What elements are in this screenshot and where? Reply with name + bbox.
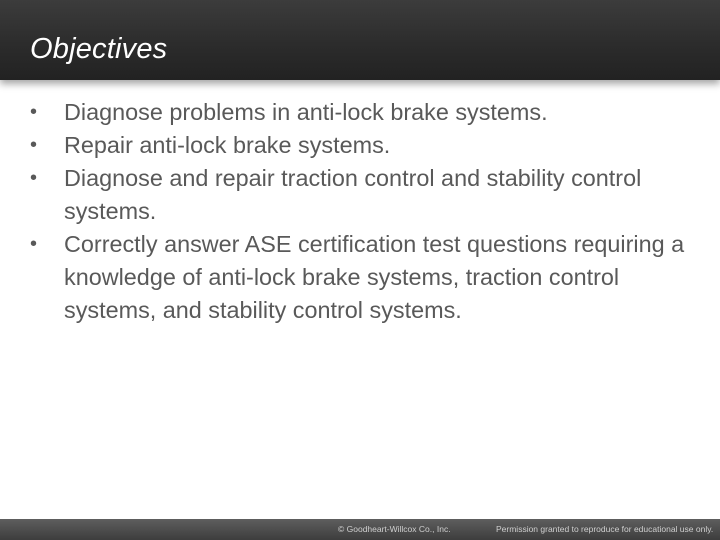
title-bar <box>0 0 720 80</box>
bullet-text: Diagnose and repair traction control and stability control systems. <box>64 165 642 224</box>
bullet-text: Diagnose problems in anti-lock brake systems. <box>64 99 548 125</box>
list-item <box>28 162 688 228</box>
bullet-text: Repair anti-lock brake systems. <box>64 132 391 158</box>
footer-bar <box>0 519 720 540</box>
bullet-icon: • <box>30 101 38 123</box>
bullet-icon: • <box>30 167 38 189</box>
list-item <box>28 96 688 129</box>
objectives-list <box>28 96 688 327</box>
list-item <box>28 228 688 327</box>
bullet-icon: • <box>30 233 38 255</box>
list-item <box>28 129 688 162</box>
bullet-text: Correctly answer ASE certification test questions requiring a knowledge of anti-lock brake systems, traction control systems, and stability control systems. <box>64 231 685 323</box>
slide-title: Objectives <box>30 33 168 65</box>
footer-copyright: © Goodheart-Willcox Co., Inc. <box>338 524 451 534</box>
footer-permission: Permission granted to reproduce for educational use only. <box>496 524 714 534</box>
bullet-icon: • <box>30 134 38 156</box>
